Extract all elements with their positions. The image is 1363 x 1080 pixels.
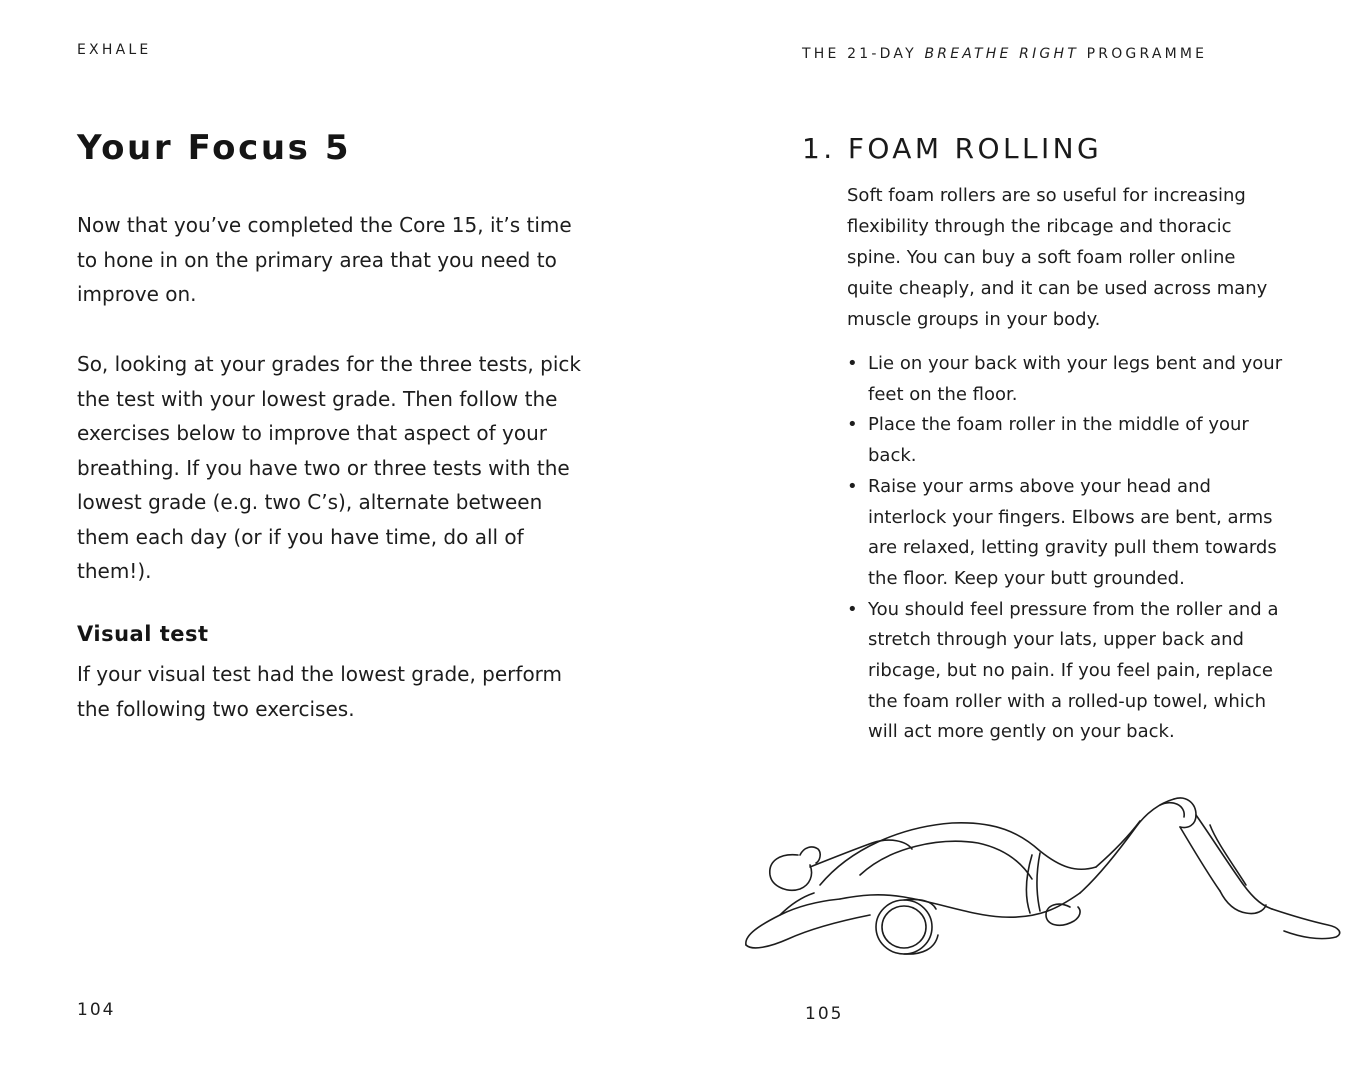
waistband [1026,855,1032,913]
thigh-upper [1080,799,1174,893]
visual-test-paragraph: If your visual test had the lowest grade, perform the following two exercises. [77,662,563,721]
calf [1210,825,1246,885]
step-item [847,410,1287,471]
visual-test-heading: Visual test [77,622,209,646]
hand-on-hip [1046,904,1080,925]
grades-paragraph: So, looking at your grades for the three tests, pick the test with your lowest grade. Then follow the exercises below to improve that aspect of your breathing. If you have two or three tests with the lowest grade (e.g. two C’s), alternate between them each day (or if you have time, do all of them!). [77,352,581,583]
right-page [690,0,1363,1080]
running-head-italic: BREATHE RIGHT [924,46,1079,62]
section-heading: 1. FOAM ROLLING [802,132,1103,165]
page-title: Your Focus 5 [77,128,352,168]
running-head-suffix: PROGRAMME [1078,46,1208,62]
bullet: • [847,353,858,374]
step-text: Place the foam roller in the middle of your back. [868,414,1249,467]
knee [1174,798,1196,828]
torso-front [820,823,1096,885]
running-head-prefix: THE 21-DAY [802,46,925,62]
running-head-right [802,46,1207,62]
step-text: Lie on your back with your legs bent and your feet on the floor. [868,353,1283,405]
head-outline [770,855,812,891]
foam-roller-inner [882,906,926,948]
running-head-left: EXHALE [77,42,152,58]
bullet: • [847,598,858,620]
shin-two [1180,827,1220,891]
arm-forearm [746,915,870,948]
face-profile [800,847,820,863]
page-number-right: 105 [805,1004,844,1024]
foam-roller-body [904,899,938,954]
section-intro: Soft foam rollers are so useful for increasing flexibility through the ribcage and thoracic spine. You can buy a soft foam roller online quite cheaply, and it can be used across many muscle groups in your body. [847,185,1268,330]
step-text: Raise your arms above your head and interlock your fingers. Elbows are bent, arms are relaxed, letting gravity pull them towards the floor. Keep your butt grounded. [868,475,1277,589]
steps-list [847,349,1287,748]
shin-one [1196,815,1272,909]
bullet: • [847,414,858,436]
waistband-inner [1037,853,1040,911]
step-item [847,595,1287,749]
step-item [847,472,1287,595]
arm-lower [746,899,840,945]
foam-rolling-illustration [740,775,1350,975]
intro-paragraph: Now that you’ve completed the Core 15, it’s time to hone in on the primary area that you need to improve on. [77,213,572,306]
step-text: You should feel pressure from the roller and a stretch through your lats, upper back and ribcage, but no pain. If you feel pain, replace the foam roller with a rolled-up towel, which will act more gently on your back. [868,598,1279,743]
foot-one [1272,909,1340,939]
knee-two [1160,803,1184,817]
torso-curve [860,841,1032,879]
step-item [847,349,1287,410]
foam-roller-end [876,900,932,954]
page-number-left: 104 [77,1000,116,1020]
thigh-lower [1096,821,1140,867]
torso-back [840,893,1080,917]
bullet: • [847,475,858,497]
arm-upper [810,840,912,867]
